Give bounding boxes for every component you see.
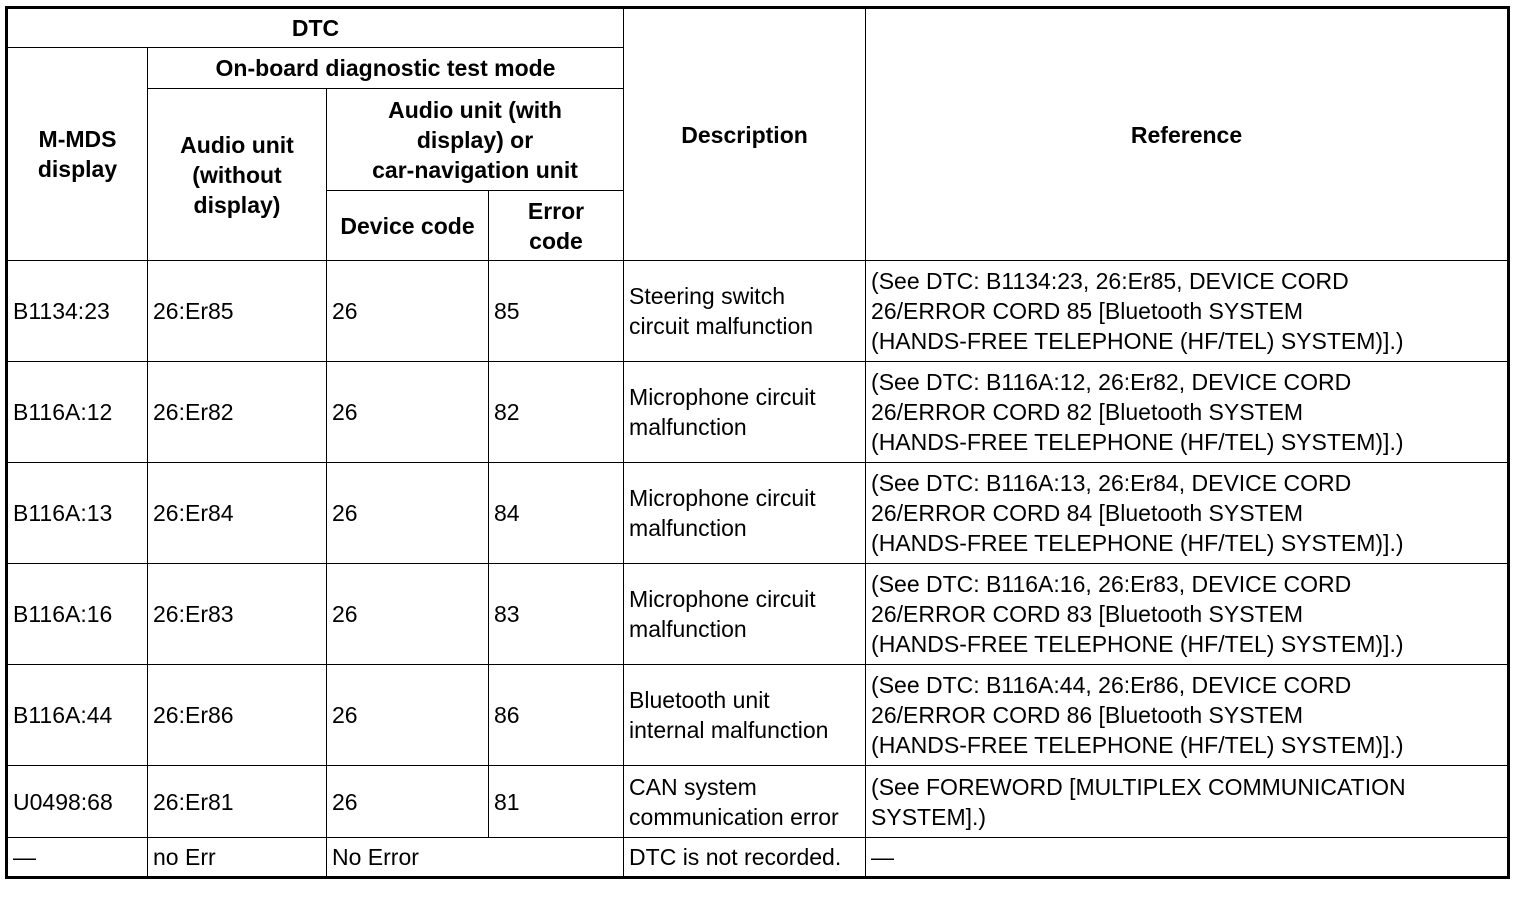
table-row <box>7 665 1509 766</box>
description-cell: Microphone circuit malfunction <box>624 463 866 564</box>
audio-no-display-cell: 26:Er86 <box>148 665 327 766</box>
error-code-cell: 86 <box>489 665 624 766</box>
description-cell: Microphone circuit malfunction <box>624 362 866 463</box>
reference-cell: (See DTC: B116A:44, 26:Er86, DEVICE CORD 26/ERROR CORD 86 [Bluetooth SYSTEM (HANDS-FREE TELEPHONE (HF/TEL) SYSTEM)].) <box>866 665 1509 766</box>
mmds-cell: B116A:44 <box>7 665 148 766</box>
error-code-cell: 84 <box>489 463 624 564</box>
error-code-cell: 81 <box>489 766 624 838</box>
device-code-cell: 26 <box>327 665 489 766</box>
reference-cell: — <box>866 838 1509 878</box>
header-mmds-display: M-MDS display <box>7 48 148 261</box>
table-row <box>7 362 1509 463</box>
reference-cell: (See DTC: B116A:16, 26:Er83, DEVICE CORD 26/ERROR CORD 83 [Bluetooth SYSTEM (HANDS-FREE TELEPHONE (HF/TEL) SYSTEM)].) <box>866 564 1509 665</box>
table-row-no-error <box>7 838 1509 878</box>
reference-cell: (See DTC: B116A:13, 26:Er84, DEVICE CORD 26/ERROR CORD 84 [Bluetooth SYSTEM (HANDS-FREE TELEPHONE (HF/TEL) SYSTEM)].) <box>866 463 1509 564</box>
audio-no-display-cell: no Err <box>148 838 327 878</box>
description-cell: DTC is not recorded. <box>624 838 866 878</box>
mmds-cell: B116A:16 <box>7 564 148 665</box>
mmds-cell: — <box>7 838 148 878</box>
header-audio-with-display: Audio unit (with display) or car-navigation unit <box>327 89 624 191</box>
reference-cell: (See DTC: B1134:23, 26:Er85, DEVICE CORD 26/ERROR CORD 85 [Bluetooth SYSTEM (HANDS-FREE TELEPHONE (HF/TEL) SYSTEM)].) <box>866 261 1509 362</box>
audio-no-display-cell: 26:Er85 <box>148 261 327 362</box>
header-device-code: Device code <box>327 191 489 261</box>
dtc-table <box>5 6 1510 879</box>
mmds-cell: U0498:68 <box>7 766 148 838</box>
error-code-cell: 82 <box>489 362 624 463</box>
mmds-cell: B116A:12 <box>7 362 148 463</box>
device-code-cell: 26 <box>327 463 489 564</box>
description-cell: Microphone circuit malfunction <box>624 564 866 665</box>
description-cell: CAN system communication error <box>624 766 866 838</box>
error-code-cell: 83 <box>489 564 624 665</box>
audio-no-display-cell: 26:Er84 <box>148 463 327 564</box>
header-audio-without-display: Audio unit (without display) <box>148 89 327 261</box>
table-row <box>7 564 1509 665</box>
error-code-cell: 85 <box>489 261 624 362</box>
header-reference: Reference <box>866 8 1509 261</box>
audio-with-display-cell: No Error <box>327 838 624 878</box>
header-description: Description <box>624 8 866 261</box>
reference-cell: (See FOREWORD [MULTIPLEX COMMUNICATION SYSTEM].) <box>866 766 1509 838</box>
audio-no-display-cell: 26:Er81 <box>148 766 327 838</box>
reference-cell: (See DTC: B116A:12, 26:Er82, DEVICE CORD 26/ERROR CORD 82 [Bluetooth SYSTEM (HANDS-FREE TELEPHONE (HF/TEL) SYSTEM)].) <box>866 362 1509 463</box>
audio-no-display-cell: 26:Er82 <box>148 362 327 463</box>
mmds-cell: B116A:13 <box>7 463 148 564</box>
header-dtc: DTC <box>7 8 624 48</box>
table-row <box>7 261 1509 362</box>
header-onboard-mode: On-board diagnostic test mode <box>148 48 624 89</box>
table-row <box>7 766 1509 838</box>
table-row <box>7 463 1509 564</box>
mmds-cell: B1134:23 <box>7 261 148 362</box>
device-code-cell: 26 <box>327 261 489 362</box>
header-error-code: Error code <box>489 191 624 261</box>
description-cell: Steering switch circuit malfunction <box>624 261 866 362</box>
description-cell: Bluetooth unit internal malfunction <box>624 665 866 766</box>
device-code-cell: 26 <box>327 362 489 463</box>
audio-no-display-cell: 26:Er83 <box>148 564 327 665</box>
device-code-cell: 26 <box>327 564 489 665</box>
device-code-cell: 26 <box>327 766 489 838</box>
dtc-table-container <box>5 6 1510 879</box>
